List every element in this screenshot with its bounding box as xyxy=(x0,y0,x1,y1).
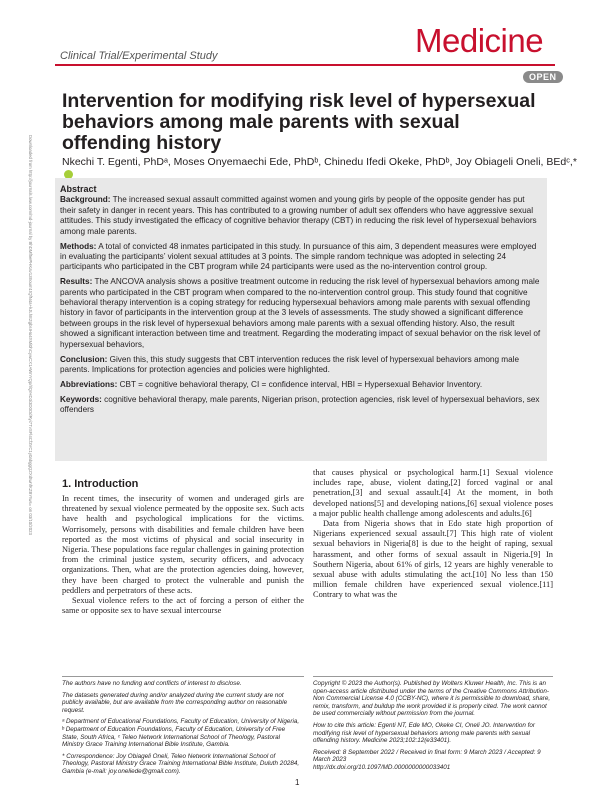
funding-note: The authors have no funding and conflicts of interest to disclose. xyxy=(62,680,242,687)
correspondence-note: * Correspondence: Joy Obiageli Oneli, Teleo Network International School of Theology, Pastoral Ministry Grace Training International Bible Institute, Duluth 20284, Gambia (e-mail: joy.oneliede@gmail.com). xyxy=(62,752,300,775)
footnote-rule-left xyxy=(62,676,304,677)
dates-text: Received: 8 September 2022 / Received in final form: 9 March 2023 / Accepted: 9 March 2023 xyxy=(313,748,541,764)
body-column-right xyxy=(313,468,553,601)
open-access-badge: OPEN xyxy=(523,71,563,83)
abstract-box xyxy=(55,178,547,461)
download-side-note xyxy=(3,135,33,655)
authors-text: Nkechi T. Egenti, PhDᵃ, Moses Onyemaechi Ede, PhDᵇ, Chinedu Ifedi Okeke, PhDᵇ, Joy Obiageli Oneli, BEdᶜ,* xyxy=(62,156,577,168)
keywords-label: Keywords: xyxy=(60,394,102,404)
intro-paragraph-3: that causes physical or psychological harm.[1] Sexual violence includes rape, abuse, violent dating,[2] forced vaginal or anal penetration,[3] and sexual assault.[4] At the moment, in both developed nations[5] and developing nations,[6] sexual violence poses a major public health challenge among adolescents and adults.[6] xyxy=(313,468,553,518)
abstract-abbreviations xyxy=(60,380,542,390)
abstract-keywords xyxy=(60,395,542,416)
abstract-results xyxy=(60,277,542,350)
methods-text: A total of convicted 48 inmates participated in this study. In pursuance of this aim, 3 dependent measures were employed in evaluating the participants’ violent sexual attitudes at 3 points. The simple random technique was adopted in selecting 24 participants who participated in the CBT program while 24 participants were used as the no-intervention control group. xyxy=(60,241,537,272)
copyright-note: Copyright © 2023 the Author(s). Published by Wolters Kluwer Health, Inc. This is an open-access article distributed under the terms of the Creative Commons Attribution-Non Commercial License 4.0 (CCBY-NC), where it is permissible to download, share, remix, transform, and buildup the work provided it is properly cited. The work cannot be used commercially without permission from the journal. xyxy=(313,680,551,718)
abbreviations-label: Abbreviations: xyxy=(60,379,118,389)
intro-paragraph-2: Sexual violence refers to the act of forcing a person of either the same or opposite sex to have sexual intercourse xyxy=(62,596,304,616)
abstract-background xyxy=(60,195,542,237)
results-label: Results: xyxy=(60,277,93,287)
body-column-left xyxy=(62,494,304,616)
footnote-rule-right xyxy=(313,676,553,677)
footnotes-left xyxy=(62,680,302,780)
abbreviations-text: CBT = cognitive behavioral therapy, CI = confidence interval, HBI = Hypersexual Behavior Inventory. xyxy=(119,379,483,389)
intro-paragraph-1: In recent times, the insecurity of women and underaged girls are threatened by sexual violence permeated by the opposite sex. Such acts have health and psychological implications for the victims. Worrisomely, persons with disabilities and female children have been reported as the most victims of physical and social insecurity in Nigeria. These populations face regular challenges in gaining protection from the criminal justice system, security officers, and advocacy organizations. Then, what are the protection agencies doing, however, they have been charged to protect the vulnerable and punish the peddlers and perpetrators of these acts. xyxy=(62,494,304,595)
footnotes-right xyxy=(313,680,551,776)
conclusion-text: Given this, this study suggests that CBT intervention reduces the risk level of hypersexual behaviors among male parents. Implications for protection agencies and policies were highlighted. xyxy=(60,354,520,374)
results-text: The ANCOVA analysis shows a positive treatment outcome in reducing the risk level of hypersexual behaviors among male parents who participated in the CBT program when compared to the no-intervention control group. This study found that cognitive behavioral therapy intervention is a coping strategy for reducing hypersexual behaviors among male parents with sexual offending history in favor of participants in the intervention group at the 3 levels of assessments. The study showed a significant difference between groups in the risk level of hypersexual behaviors among male parents with a sexual offending history. Also, the result showed a significant interaction between time and treatment. Regarding the moderating impact of sexual behavior on the risk level of hypersexual behaviors, xyxy=(60,277,541,349)
abstract-conclusion xyxy=(60,355,542,376)
download-side-note-text: Downloaded from http://journals.lww.com/md-journal by BhDMf5ePHKav1zEoum1tQfN4a+kJLhEZgbsIHo4XMi0hCywCX1AWnYQp/IlQrHD3i3D0OdRyi7TvSFl4Cf3VC1y0abggQZXdtwnfKZBYtws= on 03/10/2023 xyxy=(28,135,33,535)
data-availability-note: The datasets generated during and/or analyzed during the current study are not publicly available, but are available from the corresponding author on reasonable request. xyxy=(62,691,288,714)
paper-title: Intervention for modifying risk level of hypersexual behaviors among male parents with sexual offending history xyxy=(62,90,536,154)
citation-note: How to cite this article: Egenti NT, Ede MO, Okeke CI, Oneli JO. Intervention for modifying risk level of hypersexual behaviors among male parents with sexual offending history. Medicine 2023;102:12(e33401). xyxy=(313,721,535,745)
journal-logo: Medicine xyxy=(415,22,544,59)
abstract-methods xyxy=(60,242,542,273)
dates-note xyxy=(313,749,551,772)
doi-link[interactable]: http://dx.doi.org/10.1097/MD.0000000000033401 xyxy=(313,763,451,771)
background-label: Background: xyxy=(60,195,111,205)
header-rule xyxy=(55,64,555,66)
methods-label: Methods: xyxy=(60,241,97,251)
background-text: The increased sexual assault committed against women and young girls by people of the opposite gender has put their safety in danger in recent years. This has contributed to a growing number of adult sex offenders who have aggressive sexual attitudes. This study investigated the efficacy of cognitive behavior therapy (CBT) in reducing the risk level of hypersexual behaviors among male parents. xyxy=(60,195,537,236)
conclusion-label: Conclusion: xyxy=(60,354,108,364)
keywords-text: cognitive behavioral therapy, male parents, Nigerian prison, protection agencies, risk level of hypersexual behaviors, sex offenders xyxy=(60,394,540,415)
affiliations-note: ᵃ Department of Educational Foundations, Faculty of Education, University of Nigeria, ᵇ Department of Education Foundations, Faculty of Education, University of Free State, South Africa, ᶜ Teleo Network International School of Theology, Pastoral Ministry Grace Training International Bible Institute, Gambia. xyxy=(62,718,300,749)
introduction-heading: 1. Introduction xyxy=(62,478,139,490)
abstract-heading: Abstract xyxy=(60,184,97,194)
section-label: Clinical Trial/Experimental Study xyxy=(60,50,218,62)
authors-line xyxy=(62,156,582,180)
page-number: 1 xyxy=(295,778,300,787)
intro-paragraph-4: Data from Nigeria shows that in Edo state high proportion of Nigerians experienced sexual assault.[7] This high rate of violent sexual behaviors in Nigeria[8] is due to the height of raping, sexual harassment, and other forms of sexual assault in Nigeria.[9] In Southern Nigeria, about 61% of girls, 12 years are highly venerable to sexual abuse with adults stimulating the act.[10] No less than 150 million female children have experienced sexual violence.[11] Contrary to what was the xyxy=(313,519,553,600)
